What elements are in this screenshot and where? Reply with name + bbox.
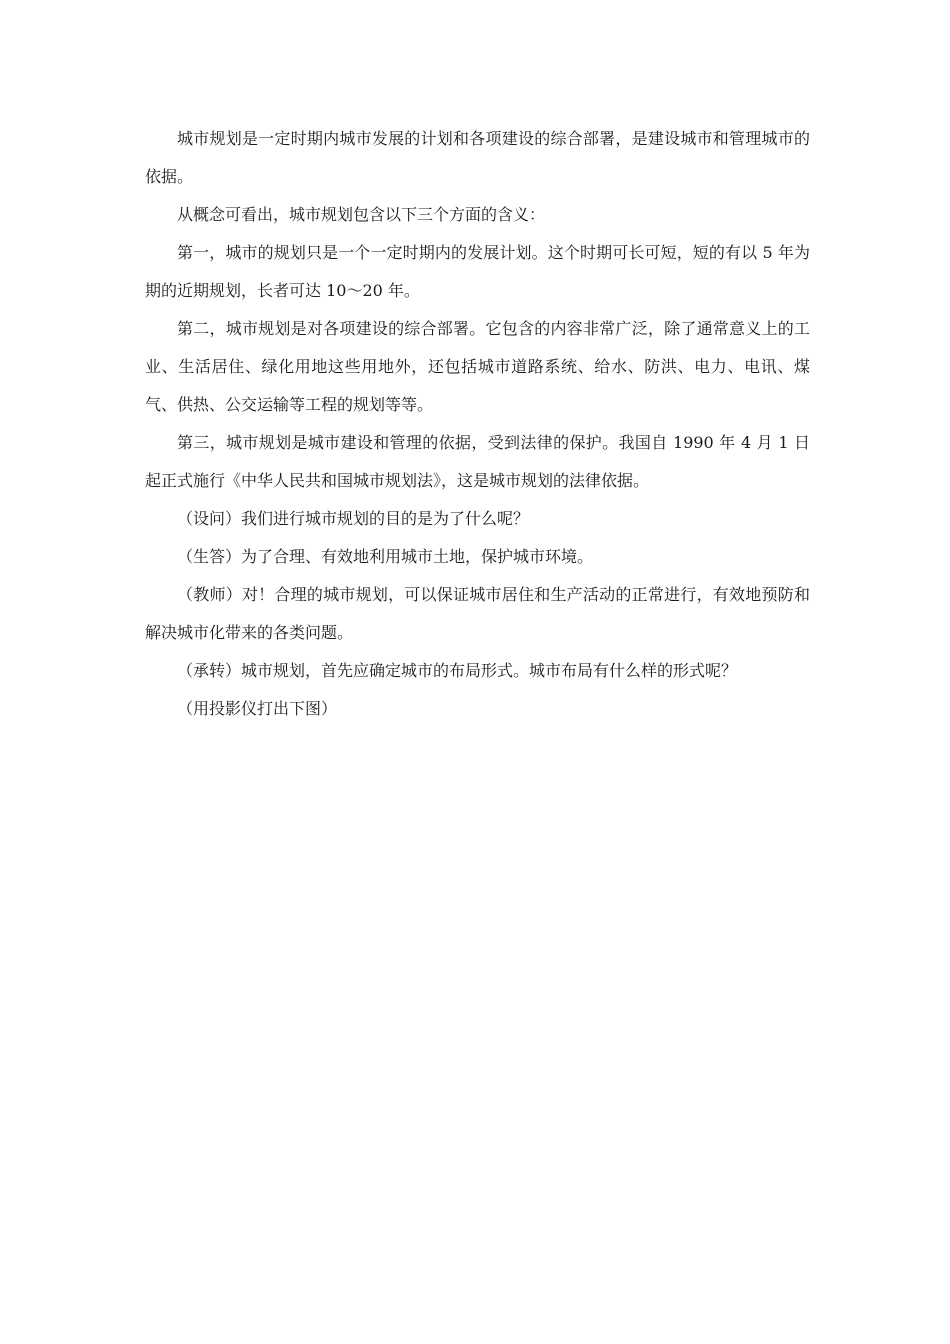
paragraph-second: 第二，城市规划是对各项建设的综合部署。它包含的内容非常广泛，除了通常意义上的工业、生活居住、绿化用地这些用地外，还包括城市道路系统、给水、防洪、电力、电讯、煤气、供热、公交运输等工程的规划等等。 xyxy=(145,319,810,414)
paragraph-intro: 从概念可看出，城市规划包含以下三个方面的含义： xyxy=(177,205,546,224)
paragraph-student-answer: （生答）为了合理、有效地利用城市土地，保护城市环境。 xyxy=(177,547,594,566)
paragraph-transition: （承转）城市规划，首先应确定城市的布局形式。城市布局有什么样的形式呢？ xyxy=(177,661,738,680)
paragraph-definition: 城市规划是一定时期内城市发展的计划和各项建设的综合部署，是建设城市和管理城市的依据。 xyxy=(145,129,810,186)
paragraph-teacher: （教师）对！合理的城市规划，可以保证城市居住和生产活动的正常进行，有效地预防和解决城市化带来的各类问题。 xyxy=(145,585,810,642)
paragraph-third: 第三，城市规划是城市建设和管理的依据，受到法律的保护。我国自 1990 年 4 月 1 日起正式施行《中华人民共和国城市规划法》，这是城市规划的法律依据。 xyxy=(145,433,810,490)
document-body xyxy=(145,120,810,728)
paragraph-projector: （用投影仪打出下图） xyxy=(177,699,338,718)
paragraph-question: （设问）我们进行城市规划的目的是为了什么呢？ xyxy=(177,509,530,528)
paragraph-first: 第一，城市的规划只是一个一定时期内的发展计划。这个时期可长可短，短的有以 5 年为期的近期规划，长者可达 10～20 年。 xyxy=(145,243,810,300)
